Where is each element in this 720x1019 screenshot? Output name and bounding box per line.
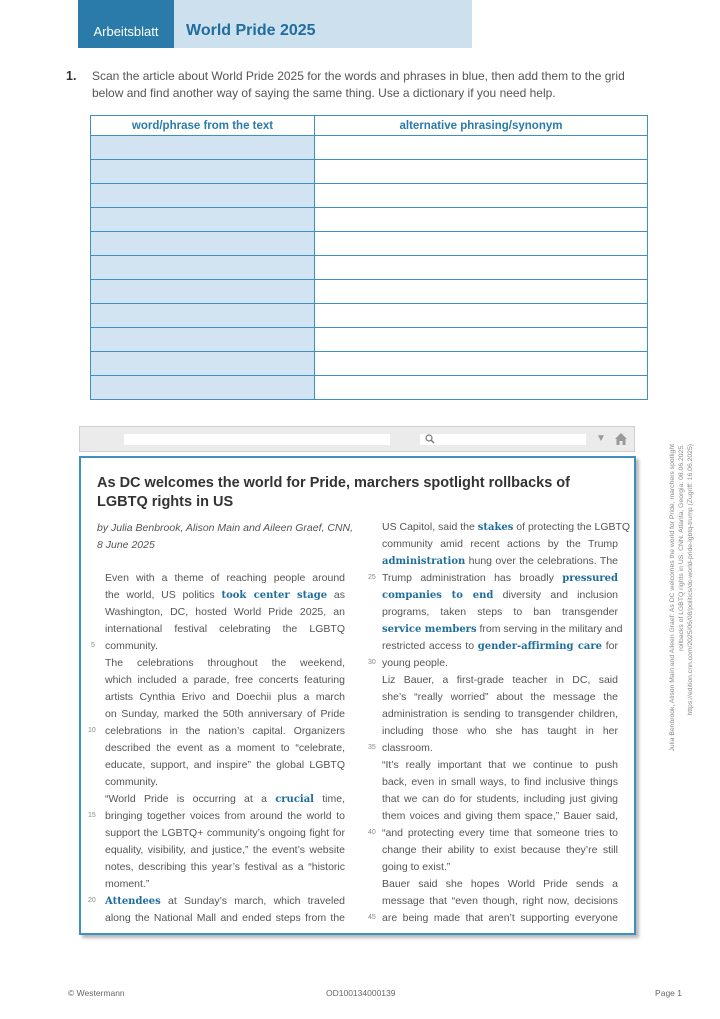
article-column-left (105, 570, 345, 927)
grid-row (91, 136, 648, 160)
grid-cell-word[interactable] (91, 208, 315, 232)
grid-cell-word[interactable] (91, 352, 315, 376)
line-number: 15 (88, 812, 96, 819)
grid-cell-word[interactable] (91, 328, 315, 352)
article-line: programs, taken steps to ban transgender (382, 606, 618, 618)
article-line: community. (105, 640, 158, 652)
article-line: The celebrations throughout the weekend, (105, 657, 345, 669)
line-number: 45 (368, 914, 376, 921)
home-icon[interactable] (614, 432, 628, 446)
article-line: companies to end diversity and inclusion (382, 589, 619, 601)
article-line: notes, describing this year’s festival as a “historic (105, 861, 345, 873)
line-number: 25 (368, 574, 376, 581)
address-bar[interactable] (124, 434, 390, 445)
task-number: 1. (66, 69, 77, 83)
article-line: US Capitol, said the stakes of protecting the LGBTQ (382, 521, 631, 533)
article-line: Trump administration has broadly pressured (382, 572, 618, 584)
keyword: Attendees (105, 896, 161, 907)
keyword: administration (382, 556, 466, 567)
article-line: support the LGBTQ+ community’s ongoing fight for (105, 827, 345, 839)
article-byline: by Julia Benbrook, Alison Main and Aileen Graef, CNN, 8 June 2025 (97, 522, 354, 551)
article-line: restricted access to gender-affirming care for (382, 640, 618, 652)
grid-cell-word[interactable] (91, 160, 315, 184)
grid-row (91, 376, 648, 400)
keyword: companies to end (382, 590, 494, 601)
grid-cell-synonym[interactable] (315, 160, 648, 184)
article-line: young people. (382, 657, 448, 669)
grid-cell-word[interactable] (91, 280, 315, 304)
triangle-down-icon[interactable]: ▼ (596, 433, 606, 444)
grid-header-word: word/phrase from the text (91, 116, 315, 136)
search-bar[interactable] (420, 434, 586, 445)
footer-code: OD100134000139 (326, 988, 396, 998)
vocabulary-grid (90, 115, 648, 400)
keyword: gender-affirming care (477, 641, 603, 652)
grid-row (91, 232, 648, 256)
article-line: she’s “really worried” about the message the (382, 691, 618, 703)
grid-row (91, 280, 648, 304)
article-line: bringing together voices from around the world to (105, 810, 345, 822)
article-line: administration is sending to transgender children, (382, 708, 618, 720)
article-line: “and protecting every time that someone tries to (382, 827, 618, 839)
article-line: “It’s really important that we continue to push (382, 759, 618, 771)
magnifier-icon[interactable] (424, 432, 436, 446)
grid-cell-synonym[interactable] (315, 304, 648, 328)
grid-cell-word[interactable] (91, 184, 315, 208)
article-line: including those who she has taught in her (382, 725, 618, 737)
article-line: which included a parade, free concerts featuring (105, 674, 345, 686)
article-title: As DC welcomes the world for Pride, marchers spotlight rollbacks of LGBTQ rights in US (97, 475, 570, 510)
article-card (79, 456, 636, 935)
keyword: took center stage (221, 590, 328, 601)
grid-row (91, 256, 648, 280)
article-line: going to exist.” (382, 861, 451, 873)
grid-header-synonym: alternative phrasing/synonym (315, 116, 648, 136)
article-line: Liz Bauer, a first-grade teacher in DC, said (382, 674, 618, 686)
line-number: 5 (91, 642, 95, 649)
article-line: celebrations in the nation’s capital. Organizers (105, 725, 345, 737)
grid-row (91, 160, 648, 184)
grid-row (91, 184, 648, 208)
grid-cell-word[interactable] (91, 304, 315, 328)
article-line: classroom. (382, 742, 433, 754)
grid-cell-synonym[interactable] (315, 256, 648, 280)
grid-row (91, 304, 648, 328)
article-line: “World Pride is occurring at a crucial time, (105, 793, 346, 805)
line-number: 10 (88, 727, 96, 734)
article-line: community. (105, 776, 158, 788)
keyword: stakes (477, 522, 514, 533)
keyword: pressured (562, 573, 618, 584)
article-line: them voices and giving them space,” Bauer said, (382, 810, 618, 822)
article-line: Bauer said she hopes World Pride sends a (382, 878, 618, 890)
line-number: 40 (368, 829, 376, 836)
grid-cell-synonym[interactable] (315, 208, 648, 232)
article-line: artists Cynthia Erivo and Doechii plus a march (105, 691, 345, 703)
article-line: the world, US politics took center stage as (105, 589, 345, 601)
article-line: Washington, DC, hosted World Pride 2025, an (105, 606, 345, 618)
grid-row (91, 352, 648, 376)
line-number: 30 (368, 659, 376, 666)
source-text: Julia Benbrook, Alison Main and Aileen Graef: As DC welcomes the world for Pride, marchers spotlight rollbacks of LGBTQ rights in US. CNN. Atlanta, Georgia: 08.06.2025. https://edition.cnn.com/2025/06/08/politics/dc-world-pride-lgbtq-trump (Zugriff: 16.06.2025) (669, 444, 694, 752)
page-title: World Pride 2025 (186, 22, 316, 39)
task-instructions: Scan the article about World Pride 2025 for the words and phrases in blue, then add them to the grid below and find another way of saying the same thing. Use a dictionary if you need help. (92, 69, 625, 100)
grid-cell-word[interactable] (91, 136, 315, 160)
grid-cell-word[interactable] (91, 376, 315, 400)
article-line: message that “even though, right now, decisions (382, 895, 618, 907)
article-line: community amid recent actions by the Trump (382, 538, 618, 550)
article-line: described the event as a moment to “celebrate, (105, 742, 345, 754)
line-number: 20 (88, 897, 96, 904)
article-line: service members from serving in the military and (382, 623, 623, 635)
keyword: crucial (275, 794, 314, 805)
article-line: educate, support, and inspire” the global LGBTQ (105, 759, 345, 771)
worksheet-tag: Arbeitsblatt (78, 0, 174, 48)
line-number: 35 (368, 744, 376, 751)
grid-cell-synonym[interactable] (315, 328, 648, 352)
article-line: on Sunday, marked the 50th anniversary of Pride (105, 708, 345, 720)
article-line: Attendees at Sunday’s march, which traveled (105, 895, 345, 907)
grid-row (91, 328, 648, 352)
grid-row (91, 208, 648, 232)
article-line: change their ability to exist because they’re still (382, 844, 618, 856)
article-line: are being made that aren’t supporting everyone (382, 912, 618, 924)
grid-cell-word[interactable] (91, 256, 315, 280)
grid-cell-synonym[interactable] (315, 352, 648, 376)
article-line: Even with a theme of reaching people around (105, 572, 345, 584)
grid-cell-synonym[interactable] (315, 280, 648, 304)
article-line: back, even in small ways, to find inclusive things (382, 776, 618, 788)
article-column-right (382, 519, 631, 927)
article-line: that we can do for students, including just giving (382, 793, 618, 805)
grid-cell-synonym[interactable] (315, 376, 648, 400)
grid-cell-synonym[interactable] (315, 232, 648, 256)
article-line: international festival celebrating the LGBTQ (105, 623, 345, 635)
browser-toolbar (79, 426, 635, 452)
footer-copyright: © Westermann (68, 988, 125, 998)
article-line: equality, visibility, and justice,” the event’s website (105, 844, 345, 856)
grid-cell-word[interactable] (91, 232, 315, 256)
article-line: moment.” (105, 878, 150, 890)
article-line: along the National Mall and ended steps from the (105, 912, 345, 924)
grid-cell-synonym[interactable] (315, 136, 648, 160)
grid-cell-synonym[interactable] (315, 184, 648, 208)
keyword: service members (382, 624, 477, 635)
footer-page: Page 1 (655, 988, 682, 998)
article-line: administration hung over the celebrations. The (382, 555, 618, 567)
